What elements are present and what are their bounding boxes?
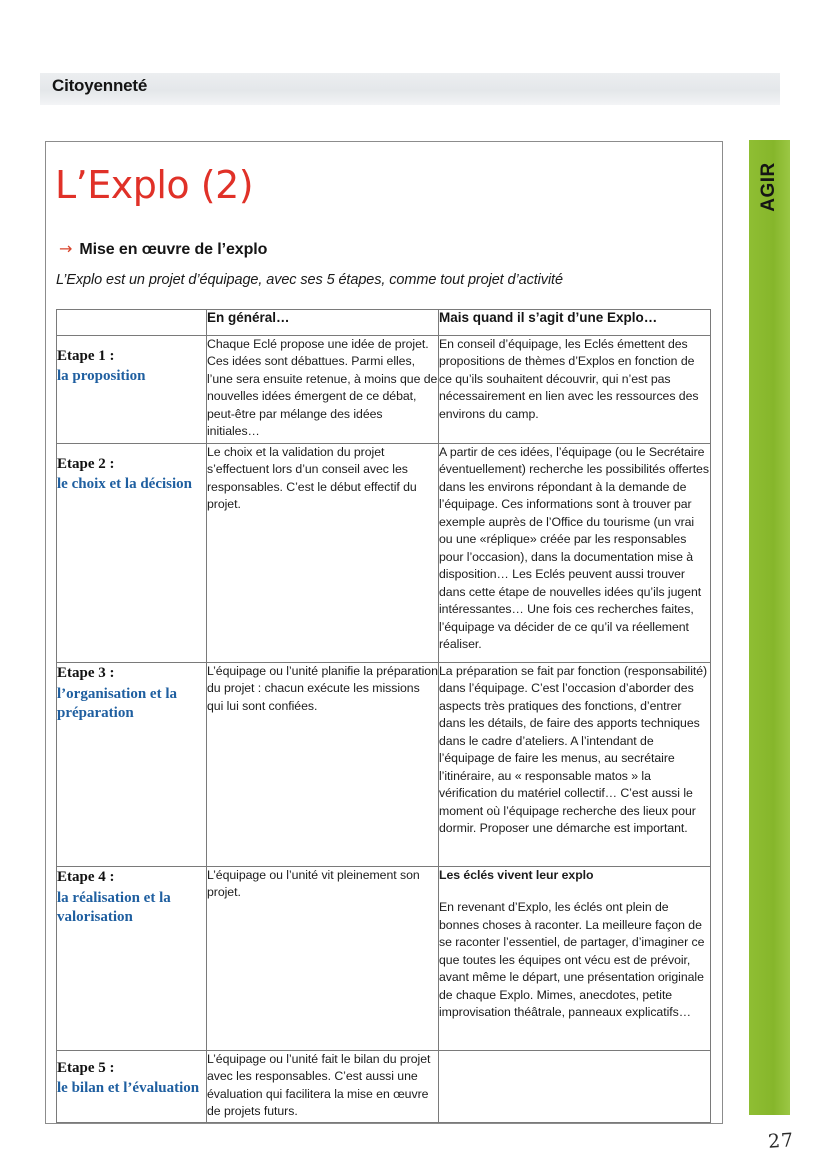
- general-cell: [207, 663, 439, 867]
- explo-lead-text: Les éclés vivent leur explo: [439, 868, 594, 882]
- explo-text: En revenant d’Explo, les éclés ont plein de bonnes choses à raconter. La meilleure façon de se raconter l’essentiel, de partager, d’imaginer ce que toutes les équipes ont vécu est de prévoir, avant même le départ, une présentation originale de chaque Explo. Mimes, anecdotes, petite improvisation théâtrale, panneaux explicatifs…: [439, 900, 705, 1020]
- step-name: l’organisation et la préparation: [57, 685, 177, 721]
- step-number: Etape 2 :: [57, 455, 115, 472]
- explo-cell: [439, 444, 711, 663]
- table-header-general: En général…: [207, 310, 439, 336]
- explo-text: A partir de ces idées, l’équipage (ou le Secrétaire éventuellement) recherche les possibilités offertes dans les environs répondant à la demande de l’équipage. Ces informations sont à trouver par exemple auprès de l’Office du tourisme (un vrai ou une «réplique» créée par les responsables pour l’occasion), dans la documentation mise à disposition… Les Eclés peuvent aussi trouver dans cette étape de nouvelles idées qu’ils jugent intéressantes… Une fois ces recherches faites, l’équipage va décider de ce qu’il va réellement réaliser.: [439, 445, 709, 651]
- explo-cell: [439, 867, 711, 1051]
- page-title: L’Explo (2): [55, 163, 254, 207]
- explo-cell: [439, 1051, 711, 1123]
- step-name: le bilan et l’évaluation: [57, 1080, 200, 1097]
- general-text: Chaque Eclé propose une idée de projet. Ces idées sont débattues. Parmi elles, l’une sera ensuite retenue, à moins que de nouvelles idées émergent de ce débat, peut-être par mélange des idées initiales…: [207, 337, 438, 439]
- table-row: [57, 444, 711, 663]
- step-number: Etape 4 :: [57, 869, 115, 885]
- step-number: Etape 1 :: [57, 347, 115, 364]
- step-name: la proposition: [57, 368, 146, 385]
- table-row: [57, 1051, 711, 1123]
- table-header-explo: Mais quand il s’agit d’une Explo…: [439, 310, 711, 336]
- step-name: la réalisation et la valorisation: [57, 889, 171, 925]
- general-cell: [207, 1051, 439, 1123]
- general-text: Le choix et la validation du projet s’effectuent lors d’un conseil avec les responsables. C’est le début effectif du projet.: [207, 445, 417, 512]
- step-label-cell: [57, 336, 207, 444]
- table-header-row: [57, 310, 711, 336]
- general-cell: [207, 867, 439, 1051]
- table-row: [57, 867, 711, 1051]
- explo-text: La préparation se fait par fonction (responsabilité) dans l’équipage. C’est l’occasion d’aborder des aspects très pratiques des fonctions, d’entrer dans les détails, de faire des apports techniques dans le cadre d’ateliers. A l’intendant de l’équipage de faire les menus, au secrétaire l’itinéraire, au « responsable matos » la vérification du matériel collectif… C’est aussi le moment où l’équipage recherche des lieux pour dormir. Proposer une démarche est important.: [439, 664, 708, 836]
- step-label-cell: [57, 1051, 207, 1123]
- table-header-step: [57, 310, 207, 336]
- step-name: le choix et la décision: [57, 476, 192, 493]
- explo-cell: [439, 663, 711, 867]
- general-cell: [207, 336, 439, 444]
- steps-table: [56, 309, 711, 1123]
- step-number: Etape 3 :: [57, 665, 115, 681]
- arrow-right-icon: →: [59, 239, 73, 258]
- steps-table-body: [57, 336, 711, 1123]
- step-number: Etape 5 :: [57, 1059, 115, 1076]
- running-header-title: Citoyenneté: [52, 76, 148, 95]
- page-number: 27: [767, 1129, 795, 1153]
- step-label-cell: [57, 663, 207, 867]
- general-text: L’équipage ou l’unité planifie la préparation du projet : chacun exécute les missions qui lui sont confiées.: [207, 664, 438, 713]
- section-heading: [59, 241, 267, 259]
- general-text: L’équipage ou l’unité fait le bilan du projet avec les responsables. C’est aussi une évaluation qui facilitera la mise en œuvre de projets futurs.: [207, 1052, 431, 1119]
- explo-cell: [439, 336, 711, 444]
- side-tab-label: AGIR: [758, 162, 779, 212]
- table-row: [57, 663, 711, 867]
- explo-text: En conseil d’équipage, les Eclés émettent des propositions de thèmes d’Explos en fonction de ce qu’ils souhaitent découvrir, qui n’est pas nécessairement en lien avec les ressources des environs du camp.: [439, 337, 699, 421]
- step-label-cell: [57, 444, 207, 663]
- section-side-tab: [749, 140, 790, 1115]
- general-cell: [207, 444, 439, 663]
- section-heading-label: Mise en œuvre de l’explo: [79, 241, 268, 258]
- table-row: [57, 336, 711, 444]
- general-text: L’équipage ou l’unité vit pleinement son projet.: [207, 868, 420, 900]
- step-label-cell: [57, 867, 207, 1051]
- running-header-band: [40, 73, 780, 105]
- section-intro-text: L’Explo est un projet d’équipage, avec ses 5 étapes, comme tout projet d’activité: [56, 272, 563, 288]
